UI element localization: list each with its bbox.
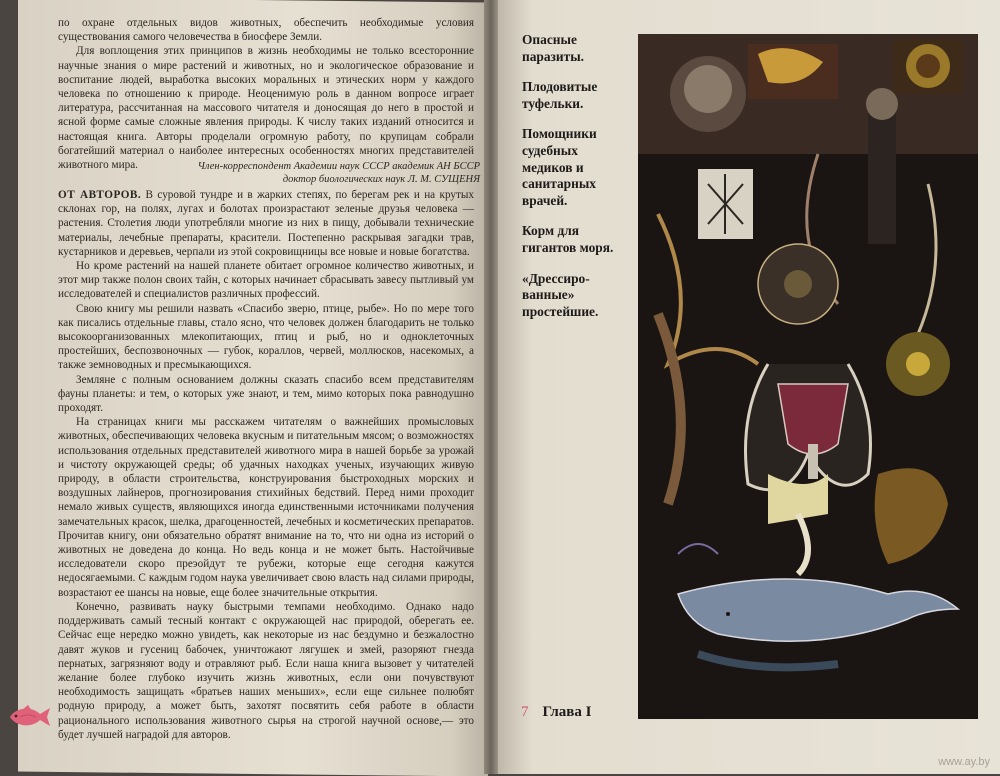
chapter-contents xyxy=(522,32,627,334)
authors-lead-paragraph xyxy=(58,188,474,259)
authors-paragraph: Свою книгу мы решили назвать «Спасибо зверю, птице, рыбе». Но по мере того как писались отдельные главы, стало ясно, что человек должен благодарить не только высокоорганизованных млекопитающих, птиц и рыб, но и одноклеточных простейших, беспозвоночных — губок, кораллов, червей, моллюсков, насекомых, а также земноводных и пресмыкающихся. xyxy=(58,302,474,372)
intro-paragraph: Для воплощения этих принципов в жизнь необходимы не только всесторонние научные знания о мире растений и животных, но и экологическое образование и воспитание людей, выработка высоких моральных и этических норм у каждого человека по отношению к природе. Неоценимую роль в данном вопросе играет литература, рассчитанная на массового читателя и доносящая до него в простой и ясной форме самые сложные явления природы. К числу таких изданий относится и настоящая книга. Авторы проделали огромную работу, по крупицам собрали богатейший материал о наиболее интересных особенностях многих представителей животного мира. xyxy=(58,45,474,172)
signature-line: доктор биологических наук Л. М. СУЩЕНЯ xyxy=(282,174,480,185)
chapter-illustration xyxy=(638,34,978,719)
authors-paragraph: Конечно, развивать науку быстрыми темпами необходимо. Однако надо поддерживать самый тесный контакт с окружающей нас природой, оберегать ее. Сейчас еще нередко можно увидеть, как некоторые из нас бездумно и безжалостно давят жуков и гусениц бабочек, уничтожают лягушек и змей, разоряют гнезда пернатых, загрязняют воду и отравляют рыб. Если наша книга вызовет у читателей желание более глубоко изучить жизнь животных, если они почувствуют необходимость защищать «братьев наших меньших», если еще сильнее полюбят родную природу, а может быть, захотят посвятить себя работе в области рационального использования животного сырья на строгой научной основе,— это будет лучшей наградой для авторов. xyxy=(58,600,474,741)
contents-item: Корм для гигантов моря. xyxy=(522,223,614,255)
intro-paragraph: по охране отдельных видов животных, обеспечить необходимые условия существования самого человечества в биосфере Земли. xyxy=(58,17,474,44)
signature-line: Член-корреспондент Академии наук СССР академик АН БССР xyxy=(197,161,480,172)
page-footer xyxy=(521,704,591,721)
authors-text xyxy=(58,188,474,742)
contents-item: Помощники судебных медиков и санитарных врачей. xyxy=(522,126,597,208)
authors-paragraph: Но кроме растений на нашей планете обитает огромное количество животных, и этот мир также полон своих тайн, с которых начинает сбрасывать завесу пытливый ум исследователей и специалистов различных профессий. xyxy=(58,260,474,301)
contents-item: «Дрессиро-ванные» простейшие. xyxy=(522,270,599,319)
signature xyxy=(150,160,480,186)
page-number: 7 xyxy=(521,704,529,720)
authors-heading: ОТ АВТОРОВ. xyxy=(58,189,142,201)
authors-lead-text: В суровой тундре и в жарких степях, по берегам рек и на крутых склонах гор, на полях, лугах и болотах произрастают зеленые друзья человека — растения. Столетия люди употребляли многие из них в пищу, добывали технические материалы, лечебные препараты, красители. Постепенно раскрывая загадки трав, кустарников и деревьев, черпали из этой сокровищницы все новые и новые богатства. xyxy=(58,189,474,258)
contents-item: Опасные паразиты. xyxy=(522,32,585,64)
watermark: www.ay.by xyxy=(938,756,990,768)
contents-item: Плодовитые туфельки. xyxy=(522,79,598,111)
authors-paragraph: Земляне с полным основанием должны сказать спасибо всем представителям фауны планеты: и тем, о которых уже знают, и тем, мимо которых пока равнодушно проходят. xyxy=(58,373,474,415)
chapter-label: Глава I xyxy=(542,704,592,720)
book-gutter xyxy=(484,0,498,774)
fish-icon xyxy=(6,704,52,730)
authors-paragraph: На страницах книги мы расскажем читателям о важнейших промысловых животных, обеспечивающих человека вкусным и питательным мясом; о возможностях использования отдельных представителей животного мира в нашей борьбе за урожай и чистоту окружающей среды; об удачных находках ученых, изучающих живую природу, в области строительства, конструирования быстроходных морских и воздушных лайнеров, прогнозирования стихийных бедствий. Перед ними проходит немало живых существ, являющихся иногда единственными источниками получения замечательных красок, шелка, драгоценностей, лечебных и косметических препаратов. Прочитав книгу, они обязательно обратят внимание на то, что ни одна из историй о животных не доведена до конца. Но ведь конца и не может быть. Настойчивые исследователи скоро преэойдут те рубежи, которые еще сегодня кажутся недосягаемыми. С каждым годом наука увеличивает свою власть над силами природы, возрастают ее шансы на новые, еще более значительные открытия. xyxy=(58,416,474,599)
intro-text xyxy=(58,16,474,172)
